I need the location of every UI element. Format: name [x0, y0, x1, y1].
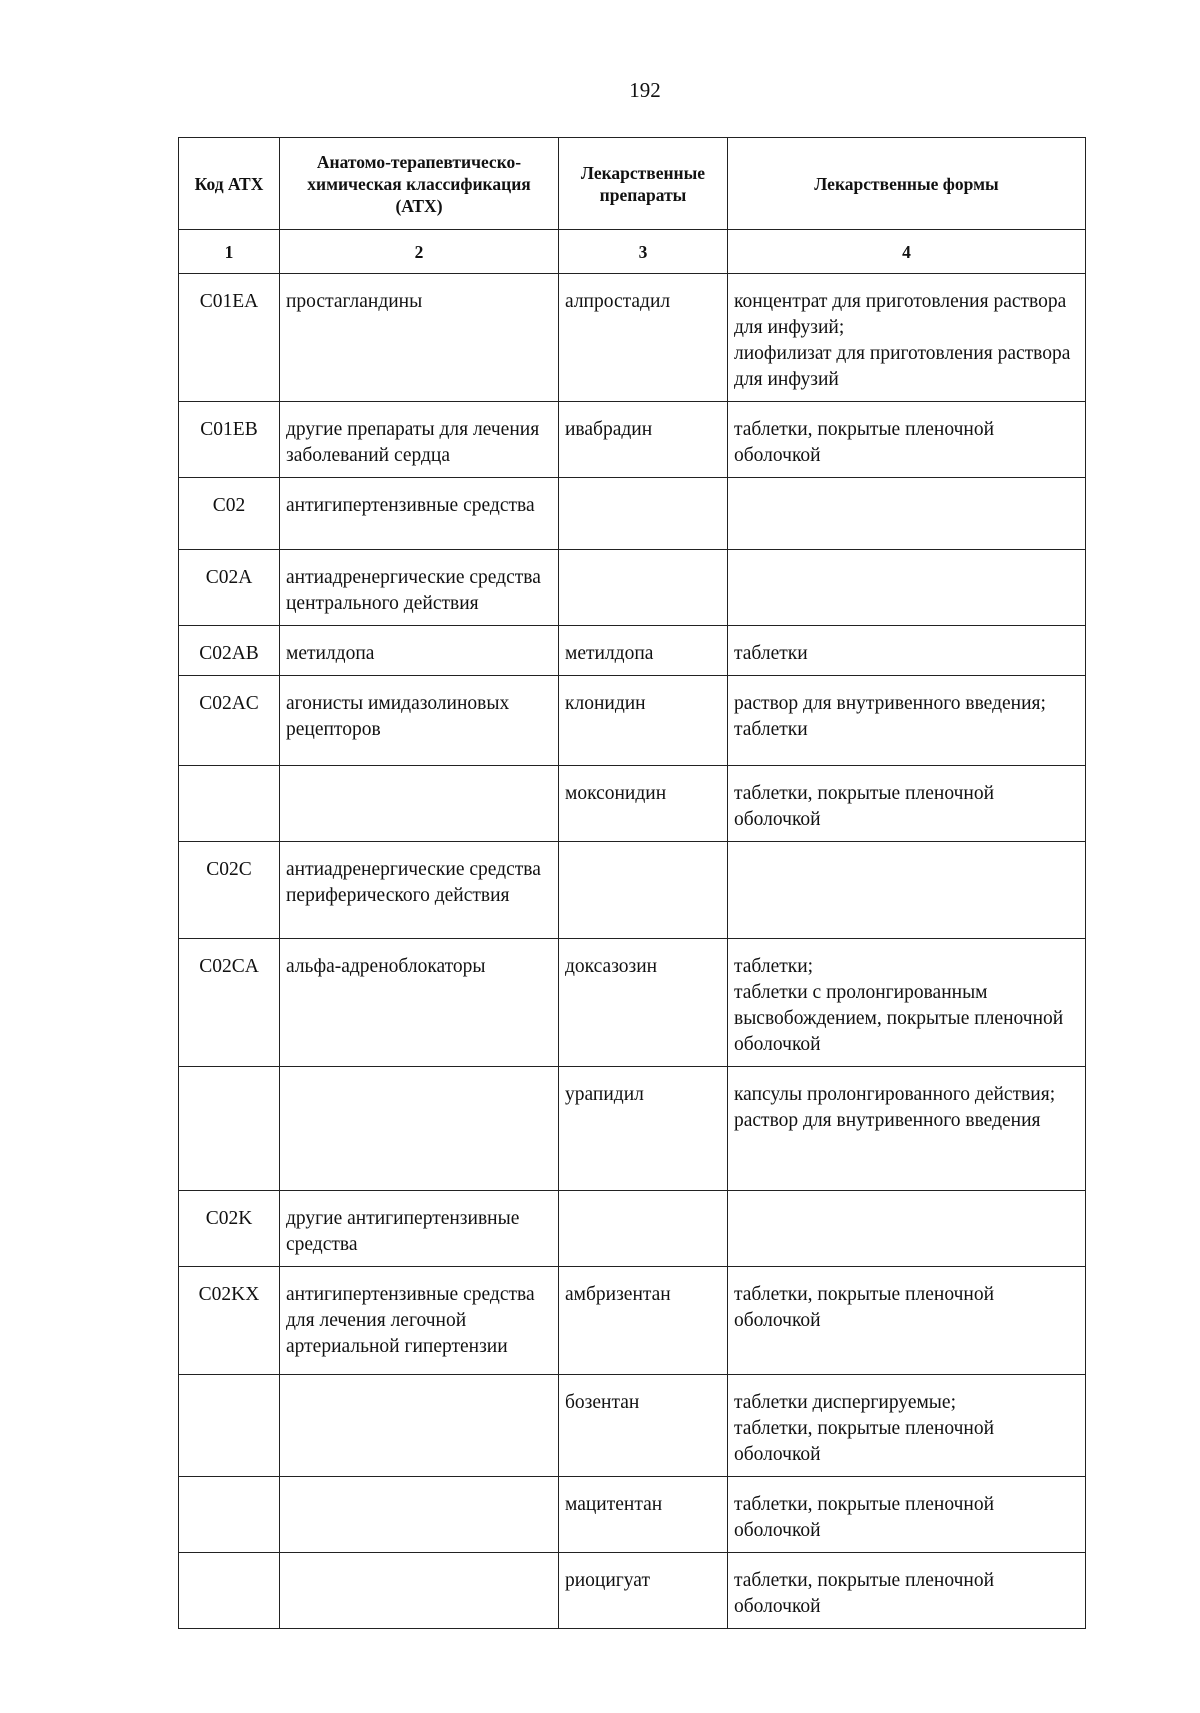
- atc-class-cell: [280, 1067, 559, 1191]
- dosage-forms-cell: [728, 1553, 1086, 1629]
- dosage-form-entry: концентрат для приготовления раствора для инфузий;: [734, 291, 1067, 338]
- drug-name-cell: доксазозин: [559, 939, 728, 1067]
- header-drugs: Лекарственные препараты: [559, 138, 728, 230]
- drug-name-cell: [559, 842, 728, 939]
- dosage-form-entry: таблетки: [734, 643, 808, 664]
- atc-class-cell: [280, 1477, 559, 1553]
- page-number: 192: [629, 78, 661, 102]
- dosage-form-entry: таблетки;: [734, 956, 814, 977]
- column-number-row: [179, 230, 1086, 274]
- column-number: 3: [559, 230, 728, 274]
- dosage-forms-cell: [728, 842, 1086, 939]
- table-header-row: [179, 138, 1086, 230]
- column-number: 2: [280, 230, 559, 274]
- atc-code-cell: C02CA: [179, 939, 280, 1067]
- atc-code-cell: [179, 1375, 280, 1477]
- dosage-forms-cell: [728, 1067, 1086, 1191]
- atc-class-cell: простагландины: [280, 274, 559, 402]
- dosage-form-entry: капсулы пролонгированного действия;: [734, 1084, 1056, 1105]
- dosage-forms-cell: [728, 626, 1086, 676]
- dosage-form-entry: таблетки, покрытые пленочной оболочкой: [734, 783, 995, 830]
- drug-name-cell: алпростадил: [559, 274, 728, 402]
- drug-name-cell: [559, 478, 728, 550]
- table-row: [179, 766, 1086, 842]
- atc-class-cell: другие антигипертензивные средства: [280, 1191, 559, 1267]
- column-number: 1: [179, 230, 280, 274]
- dosage-forms-cell: [728, 402, 1086, 478]
- table-row: [179, 1553, 1086, 1629]
- atc-class-cell: метилдопа: [280, 626, 559, 676]
- atc-class-cell: антигипертензивные средства: [280, 478, 559, 550]
- drug-name-cell: [559, 550, 728, 626]
- column-number: 4: [728, 230, 1086, 274]
- atc-drug-table: [178, 137, 1086, 1629]
- atc-class-cell: антиадренергические средства периферического действия: [280, 842, 559, 939]
- drug-name-cell: риоцигуат: [559, 1553, 728, 1629]
- atc-code-cell: [179, 766, 280, 842]
- dosage-forms-cell: [728, 1477, 1086, 1553]
- table-body: [179, 274, 1086, 1629]
- table-row: [179, 626, 1086, 676]
- atc-class-cell: альфа-адреноблокаторы: [280, 939, 559, 1067]
- drug-name-cell: бозентан: [559, 1375, 728, 1477]
- atc-code-cell: [179, 1553, 280, 1629]
- dosage-form-entry: таблетки, покрытые пленочной оболочкой: [734, 1284, 995, 1331]
- dosage-forms-cell: [728, 550, 1086, 626]
- table-row: [179, 1375, 1086, 1477]
- atc-class-cell: агонисты имидазолиновых рецепторов: [280, 676, 559, 766]
- atc-code-cell: C02KX: [179, 1267, 280, 1375]
- atc-class-cell: антиадренергические средства центрального действия: [280, 550, 559, 626]
- dosage-form-entry: раствор для внутривенного введения: [734, 1110, 1041, 1131]
- table-row: [179, 1067, 1086, 1191]
- dosage-forms-cell: [728, 274, 1086, 402]
- table-row: [179, 478, 1086, 550]
- dosage-forms-cell: [728, 1375, 1086, 1477]
- table-row: [179, 842, 1086, 939]
- dosage-forms-cell: [728, 1191, 1086, 1267]
- dosage-form-entry: таблетки, покрытые пленочной оболочкой: [734, 1494, 995, 1541]
- drug-name-cell: урапидил: [559, 1067, 728, 1191]
- atc-code-cell: C02AC: [179, 676, 280, 766]
- dosage-form-entry: лиофилизат для приготовления раствора для инфузий: [734, 343, 1071, 390]
- drug-name-cell: амбризентан: [559, 1267, 728, 1375]
- drug-name-cell: ивабрадин: [559, 402, 728, 478]
- dosage-forms-cell: [728, 478, 1086, 550]
- table-row: [179, 676, 1086, 766]
- atc-class-cell: антигипертензивные средства для лечения легочной артериальной гипертензии: [280, 1267, 559, 1375]
- dosage-form-entry: таблетки, покрытые пленочной оболочкой: [734, 419, 995, 466]
- dosage-form-entry: таблетки с пролонгированным высвобождением, покрытые пленочной оболочкой: [734, 982, 1064, 1055]
- atc-code-cell: C02A: [179, 550, 280, 626]
- header-atc-code: Код АТХ: [179, 138, 280, 230]
- atc-code-cell: C01EA: [179, 274, 280, 402]
- table-row: [179, 550, 1086, 626]
- atc-code-cell: C02AB: [179, 626, 280, 676]
- table-row: [179, 1267, 1086, 1375]
- atc-code-cell: C02K: [179, 1191, 280, 1267]
- dosage-form-entry: таблетки диспергируемые;: [734, 1392, 956, 1413]
- dosage-forms-cell: [728, 1267, 1086, 1375]
- drug-name-cell: мацитентан: [559, 1477, 728, 1553]
- dosage-form-entry: раствор для внутривенного введения;: [734, 693, 1046, 714]
- atc-code-cell: C02C: [179, 842, 280, 939]
- drug-name-cell: [559, 1191, 728, 1267]
- table-row: [179, 402, 1086, 478]
- dosage-forms-cell: [728, 939, 1086, 1067]
- atc-class-cell: [280, 1375, 559, 1477]
- dosage-form-entry: таблетки, покрытые пленочной оболочкой: [734, 1418, 995, 1465]
- atc-code-cell: C02: [179, 478, 280, 550]
- header-dosage-forms: Лекарственные формы: [728, 138, 1086, 230]
- dosage-form-entry: таблетки: [734, 719, 808, 740]
- atc-class-cell: [280, 1553, 559, 1629]
- table-row: [179, 1477, 1086, 1553]
- atc-class-cell: другие препараты для лечения заболеваний сердца: [280, 402, 559, 478]
- table-row: [179, 1191, 1086, 1267]
- drug-name-cell: клонидин: [559, 676, 728, 766]
- atc-code-cell: [179, 1477, 280, 1553]
- drug-name-cell: метилдопа: [559, 626, 728, 676]
- atc-code-cell: C01EB: [179, 402, 280, 478]
- dosage-form-entry: таблетки, покрытые пленочной оболочкой: [734, 1570, 995, 1617]
- header-atc-classification: Анатомо-терапевтическо-химическая классификация (АТХ): [280, 138, 559, 230]
- atc-code-cell: [179, 1067, 280, 1191]
- drug-name-cell: моксонидин: [559, 766, 728, 842]
- table-row: [179, 939, 1086, 1067]
- atc-class-cell: [280, 766, 559, 842]
- dosage-forms-cell: [728, 766, 1086, 842]
- dosage-forms-cell: [728, 676, 1086, 766]
- table-row: [179, 274, 1086, 402]
